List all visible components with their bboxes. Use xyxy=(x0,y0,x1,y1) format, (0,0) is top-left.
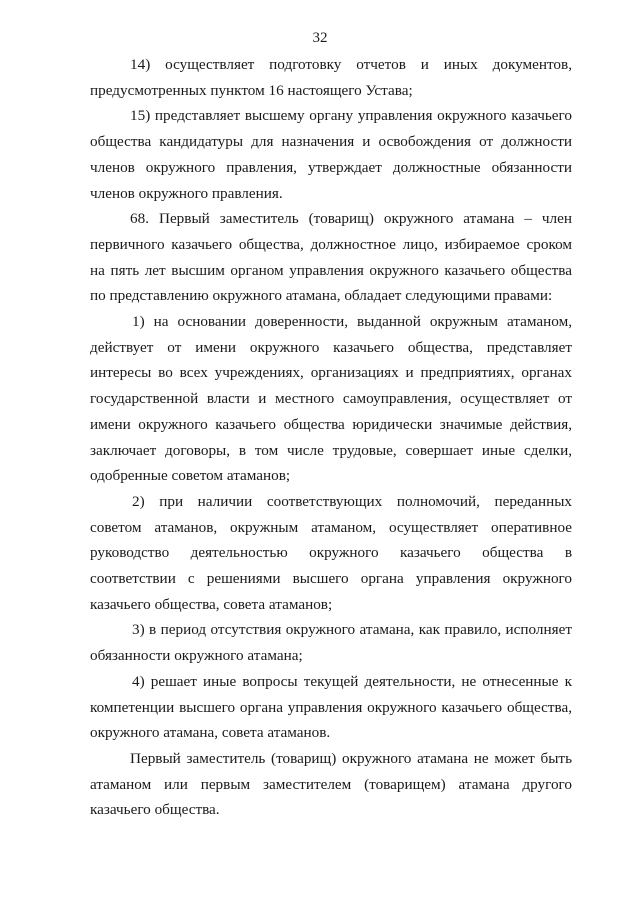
paragraph-right-1: 1) на основании доверенности, выданной окружным атаманом, действует от имени окружного казачьего общества, представляет интересы во всех учреждениях, организациях и предприятиях, органах государственной власти и местного самоуправления, осуществляет от имени окружного казачьего общества юридически значимые действия, заключает договоры, в том числе трудовые, совершает иные сделки, одобренные советом атаманов; xyxy=(90,313,572,485)
paragraph-right-3: 3) в период отсутствия окружного атамана, как правило, исполняет обязанности окружного атамана; xyxy=(90,621,572,665)
paragraph-restriction: Первый заместитель (товарищ) окружного атамана не может быть атаманом или первым заместителем (товарищем) атамана другого казачьего общества. xyxy=(90,749,572,819)
paragraph-right-4: 4) решает иные вопросы текущей деятельности, не отнесенные к компетенции высшего органа управления окружного казачьего общества, окружного атамана, совета атаманов. xyxy=(90,672,572,742)
paragraph-item-15: 15) представляет высшему органу управления окружного казачьего общества кандидатуры для назначения и освобождения от должности членов окружного правления, утверждает должностные обязанности членов окружного правления. xyxy=(90,107,572,202)
paragraph-right-2: 2) при наличии соответствующих полномочий, переданных советом атаманов, окружным атаманом, осуществляет оперативное руководство деятельностью окружного казачьего общества в соответствии с решениями высшего органа управления окружного казачьего общества, совета атаманов; xyxy=(90,492,572,613)
paragraph-article-68: 68. Первый заместитель (товарищ) окружного атамана – член первичного казачьего общества, должностное лицо, избираемое сроком на пять лет высшим органом управления окружного казачьего общества по представлению окружного атамана, обладает следующими правами: xyxy=(90,210,572,305)
document-body xyxy=(90,52,572,823)
page-number: 32 xyxy=(312,30,328,46)
paragraph-item-14: 14) осуществляет подготовку отчетов и иных документов, предусмотренных пунктом 16 настоящего Устава; xyxy=(90,56,572,99)
